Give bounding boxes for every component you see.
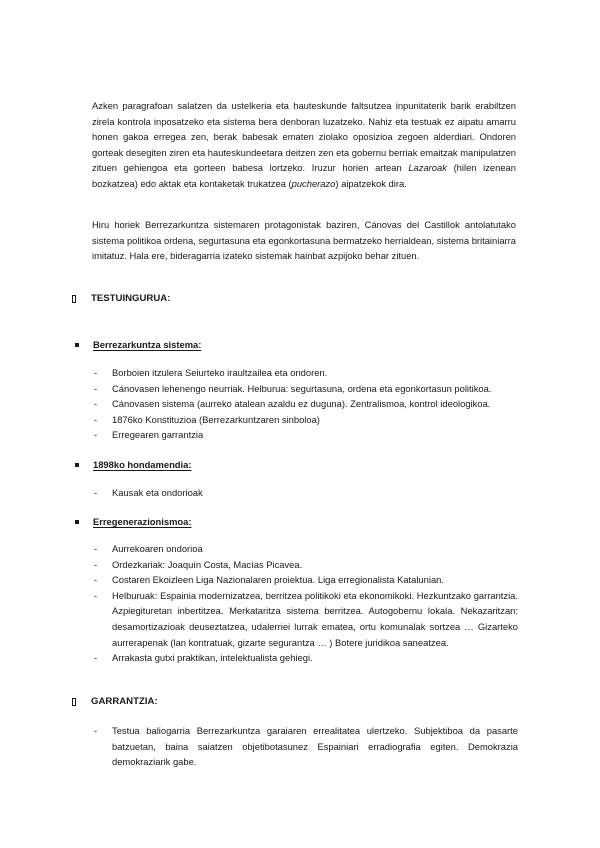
list-item: - 1876ko Konstituzioa (Berrezarkuntzaren sinboloa) — [94, 413, 320, 425]
bullet-icon — [75, 520, 79, 524]
pucherazo-term: pucherazo — [291, 177, 336, 189]
list-item: - Cánovasen lehenengo neurriak. Helburua: segurtasuna, ordena eta egonkortasun politikoa. — [94, 382, 492, 394]
intro-paragraph-1: Azken paragrafoan salatzen da ustelkeria eta hauteskunde faltsutzea inpunitaterik barik erabiltzen zirela kontrola inposatzeko eta sistema bera denboran luzatzeko. Nahiz eta testuak ez aipatu amarru honen gakoa erregea zen, berak babesak ematen ziolako oposizioa zegoen alderdiari. Ondoren gorteak desegiten ziren eta hauteskundeetara deitzen zen eta gobernu berriak emaitzak manipulatzen zituen gehiengoa eta gorteen babesa lortzeko. Iruzur horien artean Lazaroak (hilen izenean bozkatzea) edo aktak eta kontaketak trukatzea (pucherazo) aipatzekok dira. — [92, 100, 516, 189]
square-bullet-icon — [72, 295, 76, 303]
list-item: - Borboien itzulera Seiurteko iraultzailea eta ondoren. — [94, 367, 328, 378]
lazaroak-term: Lazaroak — [408, 162, 447, 174]
list-item: - Kausak eta ondorioak — [94, 487, 203, 498]
list-item: - Testua baliogarria Berrezarkuntza garaiaren errealitatea ulertzeko. Subjektiboa da pasarte batzuetan, baina saiatzen objetibotasunez Espainiari erradiografia egiten. Demokrazia demokraziarik gabe. — [94, 725, 518, 768]
list-1898 — [94, 485, 518, 501]
section-title-1898: 1898ko hondamendia: — [75, 459, 191, 470]
list-item: - Costaren Ekoizleen Liga Nazionalaren proiektua. Liga erregionalista Katalunian. — [94, 574, 444, 586]
section-title-erregenerazionismoa: Erregenerazionismoa: — [75, 516, 191, 527]
bullet-icon — [75, 343, 79, 347]
heading-garrantzia: GARRANTZIA: — [72, 696, 158, 707]
list-item: - Arrakasta gutxi praktikan, intelektualista gehiegi. — [94, 652, 313, 664]
list-item: - Helburuak: Espainia modernizatzea, berritzea politikoki eta ekonomikoki. Hezkuntzako garrantzia. Azpiegituretan inbertitzea. Merkataritza sistema berritzea. Autogobernu lokala. Nekazaritzan: desamortizazioak deuseztatzea, udalerriei lurrak ematea, ortu komunalak sortzea … Gizarteko aurrerapenak (lan kontratuak, gizarte segurantza … ) Botere juridikoa saneatzea. — [94, 589, 518, 648]
intro-paragraph-2: Hiru horiek Berrezarkuntza sistemaren protagonistak baziren, Cánovas del Castillok antolatutako sistema politikoa ordena, segurtasuna eta egonkortasuna bermatzeko herrialdean, sistema britainiarra imitatuz. Hala ere, bideragarria izateko sistemak hainbat azpijoko behar zituen. — [92, 219, 516, 262]
list-erregenerazionismoa — [94, 541, 518, 666]
heading-testuinguru: TESTUINGURUA: — [72, 293, 170, 304]
section-title-berrezarkuntza: Berrezarkuntza sistema: — [75, 339, 201, 350]
list-garrantzia — [94, 723, 518, 770]
list-item: - Aurrekoaren ondorioa — [94, 543, 203, 554]
list-item: - Erregearen garrantzia — [94, 429, 204, 441]
square-bullet-icon — [72, 698, 76, 706]
bullet-icon — [75, 463, 79, 467]
list-item: - Ordezkariak: Joaquín Costa, Macías Picavea. — [94, 558, 303, 570]
list-berrezarkuntza — [94, 365, 518, 443]
list-item: - Cánovasen sistema (aurreko atalean azaldu ez duguna). Zentralismoa, kontrol ideologikoa. — [94, 398, 491, 410]
